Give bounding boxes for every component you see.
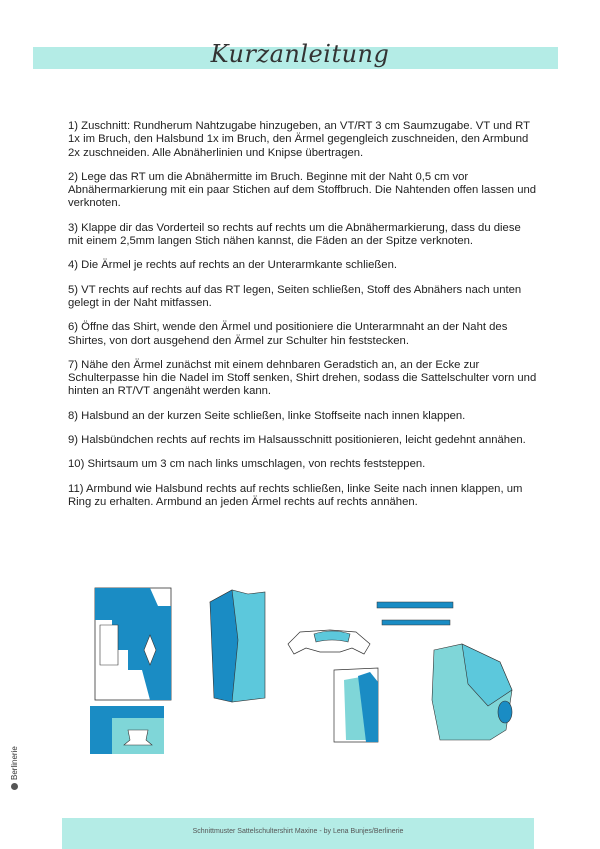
step-5: 5) VT rechts auf rechts auf das RT legen, Seiten schließen, Stoff des Abnähers nach unten gelegt in der Naht mitfassen. <box>68 283 522 309</box>
step-10: 10) Shirtsaum um 3 cm nach links umschlagen, von rechts feststeppen. <box>68 458 426 471</box>
cutting-layout-illustration <box>90 588 171 754</box>
sewing-illustrations <box>0 580 600 760</box>
brand-dot-icon <box>11 783 18 790</box>
step-3: 3) Klappe dir das Vorderteil so rechts auf rechts um die Abnähermarkierung, dass du diese mit einem 2,5mm langen Stich nähen kannst, die Fäden an der Spitze verknoten. <box>68 221 521 248</box>
step-11: 11) Armbund wie Halsbund rechts auf rechts schließen, linke Seite nach innen klappen, um Ring zu erhalten. Armbund an jeden Ärmel rechts auf rechts annähen. <box>68 482 523 508</box>
brand-label: Berlinerie <box>10 746 19 780</box>
sleeve-band-illustration <box>377 602 512 740</box>
step-1: 1) Zuschnitt: Rundherum Nahtzugabe hinzugeben, an VT/RT 3 cm Saumzugabe. VT und RT 1x im Bruch, den Halsbund 1x im Bruch, den Ärmel gegengleich zuschneiden, den Armbund 2x zuschneiden. Alle Abnäherlinien und Knipse übertragen. <box>68 120 530 159</box>
step-4: 4) Die Ärmel je rechts auf rechts an der Unterarmkante schließen. <box>68 259 397 272</box>
step-8: 8) Halsbund an der kurzen Seite schließen, linke Stoffseite nach innen klappen. <box>68 409 466 422</box>
neckline-illustration <box>288 630 378 742</box>
step-9: 9) Halsbündchen rechts auf rechts im Halsausschnitt positionieren, leicht gedehnt annähen. <box>68 434 526 447</box>
step-7: 7) Nähe den Ärmel zunächst mit einem dehnbaren Geradstich an, an der Ecke zur Schulterpasse hin die Nadel im Stoff senken, Shirt drehen, sodass die Sattelschulter vorn und hinten an RT/VT angenäht werden kann. <box>68 358 537 398</box>
step-2: 2) Lege das RT um die Abnähermitte im Bruch. Beginne mit der Naht 0,5 cm vor Abnähermarkierung mit ein paar Stichen auf dem Stoffbruch. Die Nahtenden offen lassen und verknoten. <box>68 170 537 210</box>
folded-back-piece-illustration <box>210 590 265 702</box>
side-brand-logo <box>10 746 19 790</box>
step-6: 6) Öffne das Shirt, wende den Ärmel und positioniere die Unterarmnaht an der Naht des Shirtes, von dort ausgehend den Ärmel zur Schulter hin feststecken. <box>68 321 508 347</box>
footer-text: Schnittmuster Sattelschultershirt Maxine - by Lena Bunjes/Berlinerie <box>192 828 404 835</box>
page-title: Kurzanleitung <box>210 40 390 68</box>
instruction-list <box>68 120 538 520</box>
